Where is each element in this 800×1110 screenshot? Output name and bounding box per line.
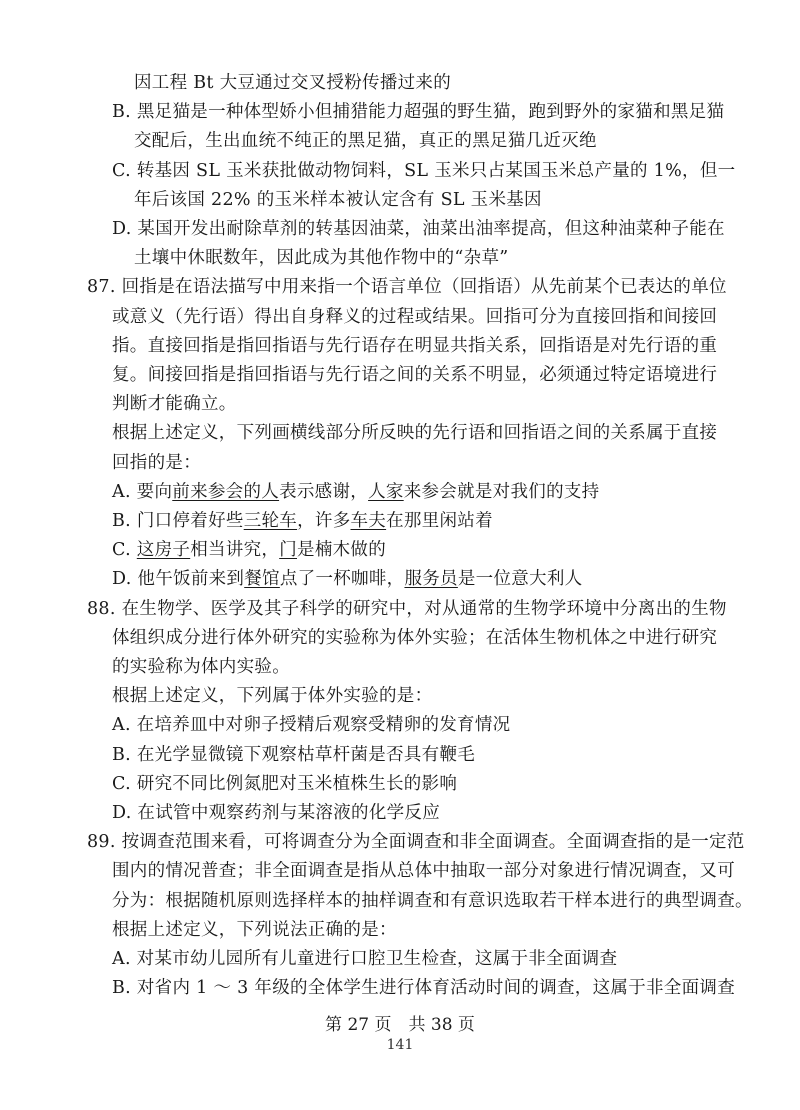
option-text: 在那里闲站着 bbox=[386, 511, 493, 531]
option-text: 来参会就是对我们的支持 bbox=[403, 482, 600, 502]
q89-stem-line: 围内的情况普查；非全面调查是指从总体中抽取一部分对象进行情况调查，又可 bbox=[112, 861, 735, 881]
q86-option-a-continuation: 因工程 Bt 大豆通过交叉授粉传播过来的 bbox=[134, 73, 452, 93]
underlined-anaphor: 服务员 bbox=[404, 569, 458, 589]
q87-stem-line: 指。直接回指是指回指语与先行语存在明显共指关系，回指语是对先行语的重 bbox=[112, 336, 718, 356]
q89-option-b: B. 对省内 1 ～ 3 年级的全体学生进行体育活动时间的调查，这属于非全面调查 bbox=[112, 978, 736, 998]
underlined-antecedent: 这房子 bbox=[136, 540, 191, 560]
q88-stem-line: 体组织成分进行体外研究的实验称为体外实验；在活体生物机体之中进行研究 bbox=[112, 628, 718, 648]
underlined-antecedent: 三轮车 bbox=[243, 511, 298, 531]
option-text: A. 要向 bbox=[112, 482, 173, 502]
q87-stem-line: 或意义（先行语）得出自身释义的过程或结果。回指可分为直接回指和间接回 bbox=[112, 307, 718, 327]
option-text: 相当讲究， bbox=[190, 540, 280, 560]
q87-prompt: 根据上述定义，下列画横线部分所反映的先行语和回指语之间的关系属于直接 bbox=[112, 423, 718, 443]
q87-stem-line: 87. 回指是在语法描写中用来指一个语言单位（回指语）从先前某个已表达的单位 bbox=[87, 277, 727, 297]
underlined-anaphor: 车夫 bbox=[350, 511, 387, 531]
option-text: 表示感谢， bbox=[279, 482, 369, 502]
q87-stem-line: 判断才能确立。 bbox=[112, 394, 237, 414]
option-text: B. 门口停着好些 bbox=[112, 511, 244, 531]
q86-option-d-continuation: 土壤中休眠数年，因此成为其他作物中的“杂草” bbox=[134, 248, 509, 268]
q87-prompt-continuation: 回指的是： bbox=[112, 453, 201, 473]
q89-stem-line: 89. 按调查范围来看，可将调查分为全面调查和非全面调查。全面调查指的是一定范 bbox=[87, 832, 745, 852]
q89-stem-line: 分为：根据随机原则选择样本的抽样调查和有意识选取若干样本进行的典型调查。 bbox=[112, 891, 753, 911]
q87-option-c bbox=[112, 538, 386, 562]
underlined-antecedent: 前来参会的人 bbox=[172, 482, 280, 502]
q86-option-b-continuation: 交配后，生出血统不纯正的黑足猫，真正的黑足猫几近灭绝 bbox=[134, 131, 597, 151]
q88-stem-line: 88. 在生物学、医学及其子科学的研究中，对从通常的生物学环境中分离出的生物 bbox=[87, 599, 727, 619]
q86-option-c: C. 转基因 SL 玉米获批做动物饲料，SL 玉米只占某国玉米总产量的 1%，但一 bbox=[112, 161, 736, 181]
q88-prompt: 根据上述定义，下列属于体外实验的是： bbox=[112, 686, 433, 706]
option-text: 是一位意大利人 bbox=[457, 569, 583, 589]
q88-stem-line: 的实验称为体内实验。 bbox=[112, 657, 290, 677]
option-text: C. bbox=[112, 540, 137, 560]
option-text: ，许多 bbox=[297, 511, 351, 531]
page-number: 141 bbox=[386, 1037, 414, 1053]
option-text: 是楠木做的 bbox=[297, 540, 387, 560]
underlined-anaphor: 人家 bbox=[368, 482, 404, 502]
q88-option-b: B. 在光学显微镜下观察枯草杆菌是否具有鞭毛 bbox=[112, 745, 476, 765]
q86-option-c-continuation: 年后该国 22% 的玉米样本被认定含有 SL 玉米基因 bbox=[134, 190, 542, 210]
q88-option-a: A. 在培养皿中对卵子授精后观察受精卵的发育情况 bbox=[112, 715, 511, 735]
option-text: D. 他午饭前来到 bbox=[112, 569, 245, 589]
q87-option-b bbox=[112, 509, 493, 533]
q86-option-b: B. 黑足猫是一种体型娇小但捕猎能力超强的野生猫，跑到野外的家猫和黑足猫 bbox=[112, 102, 725, 122]
underlined-antecedent: 餐馆 bbox=[244, 569, 280, 589]
underlined-anaphor: 门 bbox=[279, 540, 298, 560]
q87-option-d bbox=[112, 567, 582, 591]
q86-option-d: D. 某国开发出耐除草剂的转基因油菜，油菜出油率提高，但这种油菜种子能在 bbox=[112, 219, 725, 239]
q89-prompt: 根据上述定义，下列说法正确的是： bbox=[112, 920, 397, 940]
option-text: 点了一杯咖啡， bbox=[279, 569, 405, 589]
q89-option-a: A. 对某市幼儿园所有儿童进行口腔卫生检查，这属于非全面调查 bbox=[112, 949, 618, 969]
q88-option-d: D. 在试管中观察药剂与某溶液的化学反应 bbox=[112, 803, 441, 823]
q87-option-a bbox=[112, 480, 600, 504]
q87-stem-line: 复。间接回指是指回指语与先行语之间的关系不明显，必须通过特定语境进行 bbox=[112, 365, 718, 385]
page-label: 第 27 页 共 38 页 bbox=[325, 1015, 475, 1035]
q88-option-c: C. 研究不同比例氮肥对玉米植株生长的影响 bbox=[112, 774, 458, 794]
